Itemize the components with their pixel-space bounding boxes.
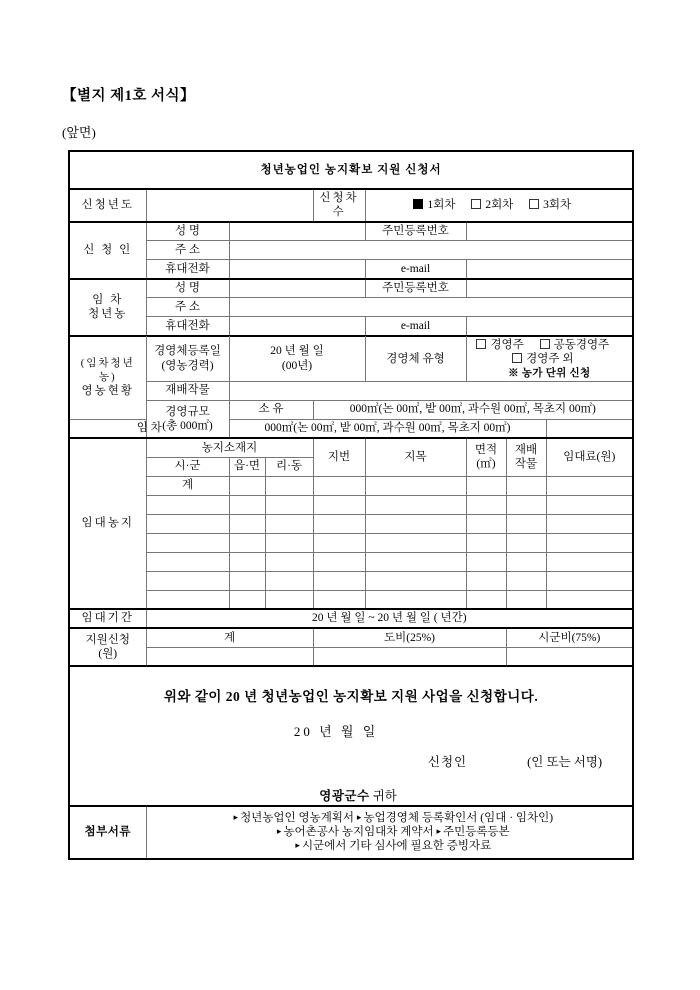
farming-status-label-line1: (임차청년농) <box>80 358 135 383</box>
bullet-icon: ▸ <box>276 825 282 836</box>
table-cell[interactable] <box>313 590 365 609</box>
table-cell[interactable] <box>506 476 546 495</box>
crop-value[interactable] <box>229 381 633 400</box>
leased-land-col-eup-myeon: 읍·면 <box>229 457 265 476</box>
table-cell[interactable] <box>146 533 229 552</box>
table-cell[interactable] <box>265 590 313 609</box>
applicant-group-label: 신 청 인 <box>69 222 146 279</box>
support-value-province[interactable] <box>313 647 506 666</box>
table-cell[interactable] <box>546 552 633 571</box>
support-header-city: 시군비(75%) <box>506 628 633 647</box>
attachments-label: 첨부서류 <box>69 806 146 859</box>
attachment-item: 시군에서 기타 심사에 필요한 증빙자료 <box>301 840 492 853</box>
table-row <box>69 571 633 590</box>
declaration-date: 20 년 월 일 <box>293 724 379 739</box>
support-request-label-line1: 지원신청 <box>85 633 130 646</box>
table-cell[interactable] <box>506 514 546 533</box>
declaration-statement: 위와 같이 20 년 청년농업인 농지확보 지원 사업을 신청합니다. <box>163 689 539 705</box>
applicant-rrn-value[interactable] <box>466 222 633 241</box>
table-cell[interactable] <box>265 571 313 590</box>
tenant-email-label: e-mail <box>365 317 466 336</box>
apply-round-options <box>365 189 633 222</box>
lease-period-value[interactable]: 20 년 월 일 ~ 20 년 월 일 ( 년간) <box>146 609 633 628</box>
biz-type-row-2 <box>470 352 630 366</box>
declaration-recipient-name: 영광군수 <box>319 788 370 803</box>
leased-land-location-header: 농지소재지 <box>146 438 313 457</box>
applicant-phone-value[interactable] <box>229 260 365 279</box>
declaration-recipient-suffix: 귀하 <box>372 788 397 803</box>
biz-type-option-other-label: 경영주 외 <box>526 353 574 366</box>
support-value-city[interactable] <box>506 647 633 666</box>
table-cell[interactable] <box>229 533 265 552</box>
table-cell[interactable] <box>506 571 546 590</box>
leased-land-col-crop: 재배작물 <box>506 438 546 476</box>
biz-type-options <box>466 336 633 381</box>
tenant-group-label-line1: 임 차 <box>92 293 124 306</box>
table-cell[interactable] <box>313 514 365 533</box>
table-cell[interactable] <box>506 533 546 552</box>
table-cell[interactable] <box>466 514 506 533</box>
declaration-block <box>69 666 633 805</box>
support-header-province: 도비(25%) <box>313 628 506 647</box>
attachment-item: 주민등록등본 <box>443 825 510 838</box>
table-cell[interactable] <box>546 590 633 609</box>
table-cell[interactable] <box>506 552 546 571</box>
scale-label-line2: (총 000㎡) <box>162 419 213 432</box>
table-cell[interactable] <box>265 552 313 571</box>
applicant-phone-label: 휴대전화 <box>146 260 229 279</box>
scale-lease-value[interactable]: 000㎡(논 00㎡, 밭 00㎡, 과수원 00㎡, 목초지 00㎡) <box>229 419 546 438</box>
biz-type-option-owner[interactable] <box>476 338 523 352</box>
bullet-icon: ▸ <box>233 811 239 822</box>
applicant-address-label: 주 소 <box>146 241 229 260</box>
biz-reg-date-value-line1: 20 년 월 일 <box>270 345 324 358</box>
round-option-3[interactable] <box>529 198 571 212</box>
bullet-icon: ▸ <box>295 840 300 851</box>
attachment-item: 청년농업인 영농계획서 <box>240 811 355 824</box>
table-cell[interactable] <box>506 495 546 514</box>
biz-reg-date-label-line1: 경영체등록일 <box>154 345 221 358</box>
checkbox-icon[interactable] <box>476 339 486 349</box>
applicant-email-label: e-mail <box>365 260 466 279</box>
tenant-address-label: 주 소 <box>146 298 229 317</box>
table-cell[interactable] <box>313 571 365 590</box>
table-row <box>69 552 633 571</box>
scale-label-line1: 경영규모 <box>165 405 210 418</box>
table-cell[interactable] <box>365 590 466 609</box>
biz-type-option-other[interactable] <box>512 352 573 366</box>
declaration-signer-label: 신청인 <box>427 755 468 770</box>
table-cell[interactable] <box>229 476 265 495</box>
round-option-2-label: 2회차 <box>485 199 514 212</box>
attachments-list <box>146 806 633 859</box>
round-option-2[interactable] <box>471 198 513 212</box>
applicant-address-value[interactable] <box>229 241 633 260</box>
tenant-name-value[interactable] <box>229 279 365 298</box>
apply-round-label: 신청차수 <box>313 189 365 222</box>
table-cell[interactable] <box>313 476 365 495</box>
leased-land-col-jimok: 지목 <box>365 438 466 476</box>
table-cell[interactable] <box>466 590 506 609</box>
attachment-line-3 <box>155 839 633 853</box>
checkbox-icon[interactable] <box>413 199 423 209</box>
table-cell[interactable] <box>365 571 466 590</box>
table-cell[interactable] <box>146 571 229 590</box>
tenant-phone-label: 휴대전화 <box>146 317 229 336</box>
table-row <box>69 514 633 533</box>
biz-type-option-owner-label: 경영주 <box>490 338 524 351</box>
attachment-item: 농어촌공사 농지임대차 계약서 <box>283 825 434 838</box>
table-cell[interactable] <box>146 590 229 609</box>
application-form-table <box>68 150 634 860</box>
table-cell[interactable] <box>546 495 633 514</box>
declaration-seal-note: (인 또는 서명) <box>527 755 603 770</box>
table-cell[interactable] <box>506 590 546 609</box>
table-cell[interactable] <box>229 495 265 514</box>
biz-type-label: 경영체 유형 <box>365 336 466 381</box>
table-cell[interactable] <box>546 571 633 590</box>
leased-land-col-jibeon: 지번 <box>313 438 365 476</box>
form-title: 청년농업인 농지확보 지원 신청서 <box>69 151 633 189</box>
table-cell[interactable] <box>146 514 229 533</box>
biz-reg-date-value-line2: (00년) <box>281 359 313 372</box>
checkbox-icon[interactable] <box>540 339 550 349</box>
tenant-group-label-line2: 청년농 <box>88 308 128 321</box>
leased-land-col-area: 면적(㎡) <box>466 438 506 476</box>
tenant-name-label: 성 명 <box>146 279 229 298</box>
page-side-label: (앞면) <box>62 125 96 140</box>
biz-reg-date-label <box>146 336 229 381</box>
table-cell[interactable] <box>466 533 506 552</box>
table-cell[interactable] <box>466 571 506 590</box>
table-cell[interactable] <box>229 552 265 571</box>
table-row <box>69 495 633 514</box>
table-cell[interactable] <box>229 514 265 533</box>
declaration-signature-line <box>70 755 632 771</box>
support-header-total: 계 <box>146 628 313 647</box>
table-cell[interactable] <box>229 590 265 609</box>
biz-type-option-co-owner[interactable] <box>540 338 610 352</box>
apply-year-label: 신청년도 <box>69 189 146 222</box>
biz-reg-date-label-line2: (영농경력) <box>161 359 214 372</box>
table-cell[interactable] <box>365 533 466 552</box>
lease-period-label: 임대기간 <box>69 609 146 628</box>
biz-type-option-co-owner-label: 공동경영주 <box>553 338 610 351</box>
bullet-icon: ▸ <box>356 811 362 822</box>
table-cell[interactable] <box>146 552 229 571</box>
table-cell[interactable] <box>365 552 466 571</box>
attachment-item: 농업경영체 등록확인서 (임대 · 임차인) <box>363 811 554 824</box>
tenant-rrn-value[interactable] <box>466 279 633 298</box>
leased-land-col-si-gun: 시·군 <box>146 457 229 476</box>
table-row <box>69 533 633 552</box>
apply-year-value[interactable] <box>146 189 313 222</box>
checkbox-icon[interactable] <box>471 199 481 209</box>
biz-reg-date-value[interactable] <box>229 336 365 381</box>
checkbox-icon[interactable] <box>512 353 522 363</box>
tenant-phone-value[interactable] <box>229 317 365 336</box>
applicant-name-value[interactable] <box>229 222 365 241</box>
support-value-total[interactable] <box>146 647 313 666</box>
table-cell[interactable] <box>546 476 633 495</box>
tenant-address-value[interactable] <box>229 298 633 317</box>
applicant-email-value[interactable] <box>466 260 633 279</box>
leased-land-col-rent: 임대료(원) <box>546 438 633 476</box>
table-cell[interactable] <box>265 533 313 552</box>
tenant-email-value[interactable] <box>466 317 633 336</box>
table-cell[interactable] <box>313 552 365 571</box>
round-option-3-label: 3회차 <box>543 199 572 212</box>
table-cell[interactable] <box>365 495 466 514</box>
support-request-label-line2: (원) <box>98 648 118 661</box>
table-cell[interactable] <box>365 514 466 533</box>
table-cell[interactable] <box>265 514 313 533</box>
scale-lease-label: 임 차 <box>69 419 229 438</box>
table-cell[interactable] <box>546 514 633 533</box>
table-cell[interactable] <box>466 476 506 495</box>
table-row <box>69 590 633 609</box>
biz-type-row-1 <box>470 338 630 352</box>
table-cell[interactable] <box>546 533 633 552</box>
support-request-label <box>69 628 146 666</box>
leased-land-col-ri-dong: 리·동 <box>265 457 313 476</box>
form-number-label: 【별지 제1호 서식】 <box>62 88 196 104</box>
bullet-icon: ▸ <box>436 825 442 836</box>
tenant-group-label <box>69 279 146 336</box>
table-cell[interactable] <box>146 495 229 514</box>
table-cell[interactable] <box>229 571 265 590</box>
scale-own-label: 소 유 <box>229 400 313 419</box>
table-cell[interactable] <box>466 495 506 514</box>
checkbox-icon[interactable] <box>529 199 539 209</box>
biz-type-note: ※ 농가 단위 신청 <box>508 367 591 379</box>
table-cell[interactable] <box>265 495 313 514</box>
crop-label: 재배작물 <box>146 381 229 400</box>
applicant-rrn-label: 주민등록번호 <box>365 222 466 241</box>
table-cell[interactable] <box>313 495 365 514</box>
attachment-line-1 <box>155 811 633 825</box>
scale-own-value[interactable]: 000㎡(논 00㎡, 밭 00㎡, 과수원 00㎡, 목초지 00㎡) <box>313 400 633 419</box>
round-option-1-label: 1회차 <box>427 199 456 212</box>
farming-status-group-label <box>69 336 146 419</box>
table-cell[interactable] <box>265 476 313 495</box>
leased-land-total-label: 계 <box>146 476 229 495</box>
applicant-name-label: 성 명 <box>146 222 229 241</box>
tenant-rrn-label: 주민등록번호 <box>365 279 466 298</box>
attachment-line-2 <box>155 825 633 839</box>
table-cell[interactable] <box>466 552 506 571</box>
leased-land-group-label: 임대농지 <box>69 438 146 609</box>
table-cell[interactable] <box>365 476 466 495</box>
table-cell[interactable] <box>313 533 365 552</box>
round-option-1[interactable] <box>413 198 455 212</box>
farming-status-label-line2: 영농현황 <box>81 384 134 397</box>
declaration-recipient <box>70 789 632 805</box>
